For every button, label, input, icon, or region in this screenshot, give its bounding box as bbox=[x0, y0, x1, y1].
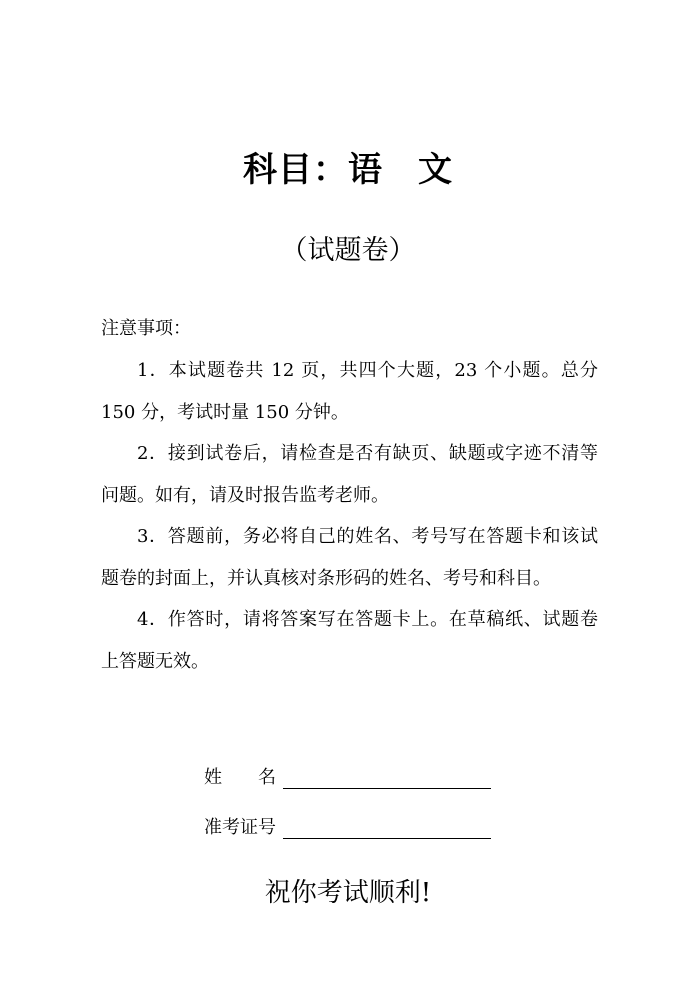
notice-list bbox=[101, 350, 598, 682]
exam-number-field-row bbox=[204, 813, 491, 839]
name-blank-line[interactable] bbox=[283, 768, 491, 789]
subject-title: 科目：语 文 bbox=[243, 150, 453, 190]
notice-heading: 注意事项： bbox=[101, 318, 191, 339]
exam-number-label: 准考证号 bbox=[204, 817, 276, 838]
name-label: 姓 名 bbox=[204, 767, 276, 788]
notice-item-3: 3．答题前，务必将自己的姓名、考号写在答题卡和该试题卷的封面上，并认真核对条形码的姓名、考号和科目。 bbox=[101, 526, 598, 589]
candidate-info-fields bbox=[204, 763, 491, 863]
exam-number-blank-line[interactable] bbox=[283, 818, 491, 839]
notice-item-4: 4．作答时，请将答案写在答题卡上。在草稿纸、试题卷上答题无效。 bbox=[101, 609, 598, 672]
notice-item-2: 2．接到试卷后，请检查是否有缺页、缺题或字迹不清等问题。如有，请及时报告监考老师。 bbox=[101, 443, 598, 506]
good-luck-message: 祝你考试顺利! bbox=[264, 878, 432, 908]
paper-subtitle: （试题卷） bbox=[280, 235, 416, 266]
name-field-row bbox=[204, 763, 491, 789]
notice-item-1: 1．本试题卷共 12 页，共四个大题，23 个小题。总分 150 分，考试时量 150 分钟。 bbox=[101, 360, 598, 423]
